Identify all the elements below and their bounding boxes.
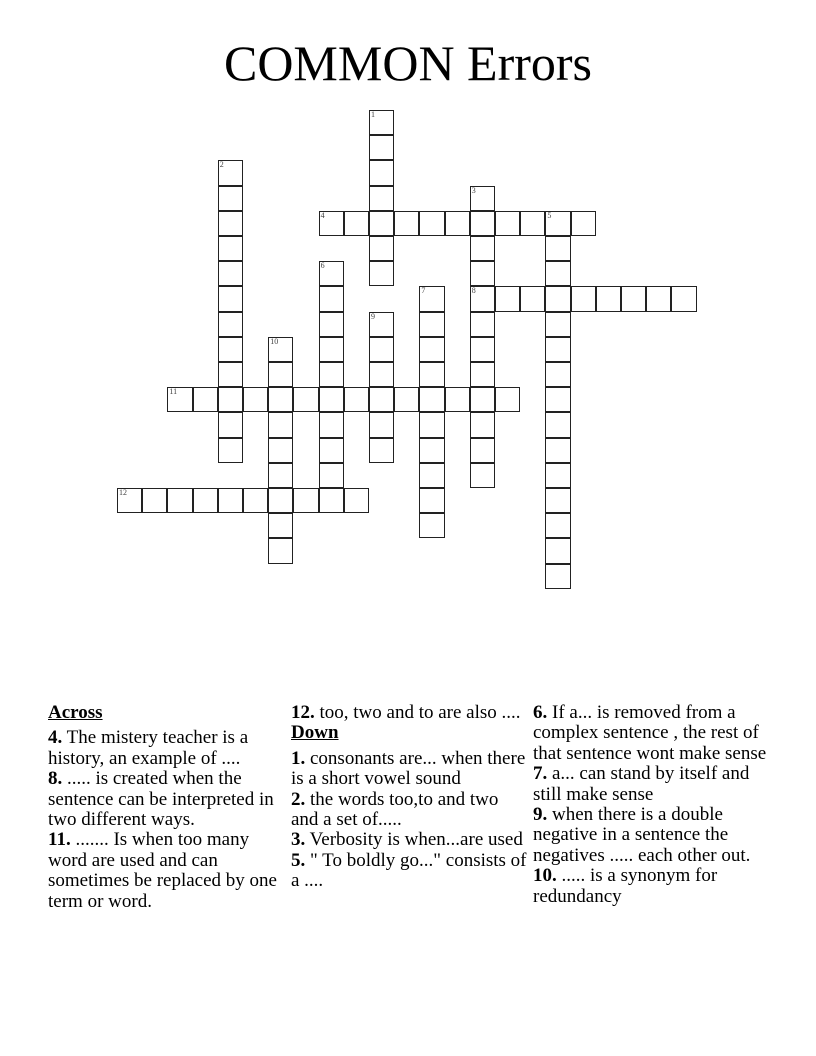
crossword-cell[interactable] [419,312,444,337]
clue-number: 3. [291,829,306,851]
clue-text: " To boldly go..." consists of a .... [291,849,527,892]
crossword-cell[interactable] [268,538,293,563]
crossword-cell[interactable] [243,488,268,513]
crossword-cell[interactable] [319,362,344,387]
crossword-cell[interactable] [344,211,369,236]
crossword-cell[interactable] [470,337,495,362]
crossword-cell[interactable] [520,286,545,311]
crossword-cell[interactable] [293,488,318,513]
crossword-cell[interactable] [419,362,444,387]
clue-down-3 [291,830,527,850]
crossword-cell[interactable] [419,488,444,513]
crossword-cell[interactable] [470,387,495,412]
crossword-cell[interactable] [293,387,318,412]
crossword-cell[interactable] [218,261,243,286]
clue-across-11 [48,830,284,912]
crossword-cell[interactable] [470,261,495,286]
crossword-cell[interactable] [117,488,142,513]
clue-text: ..... is created when the sentence can be interpreted in two different ways. [48,768,274,831]
crossword-cell[interactable] [142,488,167,513]
crossword-cell[interactable] [218,211,243,236]
crossword-cell[interactable] [419,286,444,311]
clue-number: 1. [291,747,306,769]
crossword-cell[interactable] [218,160,243,185]
crossword-cell[interactable] [218,387,243,412]
clues-column-1 [48,703,284,912]
clue-number: 10. [533,865,557,887]
crossword-cell[interactable] [268,412,293,437]
crossword-cell[interactable] [545,362,570,387]
crossword-cell[interactable] [319,211,344,236]
crossword-cell[interactable] [218,186,243,211]
clue-down-5 [291,851,527,892]
crossword-cell[interactable] [470,412,495,437]
crossword-cell[interactable] [470,236,495,261]
crossword-cell[interactable] [319,438,344,463]
crossword-cell[interactable] [268,513,293,538]
clue-text: Verbosity is when...are used [305,829,523,851]
page-title: COMMON Errors [223,35,593,91]
down-heading: Down [291,722,339,744]
crossword-cell[interactable] [218,312,243,337]
cell-number: 5 [547,210,552,220]
crossword-cell[interactable] [470,286,495,311]
clue-number: 2. [291,788,306,810]
clue-text: the words too,to and two and a set of..... [291,788,499,831]
crossword-cell[interactable] [218,236,243,261]
crossword-cell[interactable] [369,412,394,437]
crossword-cell[interactable] [218,488,243,513]
clue-text: when there is a double negative in a sentence the negatives ..... each other out. [533,804,751,866]
crossword-cell[interactable] [344,387,369,412]
cell-number: 8 [471,286,476,296]
crossword-cell[interactable] [319,412,344,437]
cell-number: 6 [320,261,325,271]
clue-across-4 [48,728,284,769]
crossword-cell[interactable] [218,412,243,437]
clue-down-1 [291,749,527,790]
crossword-cell[interactable] [193,387,218,412]
crossword-cell[interactable] [319,286,344,311]
crossword-cell[interactable] [243,387,268,412]
cell-number: 4 [320,210,325,220]
crossword-cell[interactable] [167,387,192,412]
crossword-cell[interactable] [419,463,444,488]
clue-number: 11. [48,829,71,851]
crossword-cell[interactable] [369,387,394,412]
crossword-cell[interactable] [545,211,570,236]
clue-text: too, two and to are also .... [314,702,521,723]
crossword-cell[interactable] [445,387,470,412]
crossword-cell[interactable] [369,362,394,387]
clue-down-10 [533,866,769,907]
crossword-cell[interactable] [621,286,646,311]
crossword-cell[interactable] [545,387,570,412]
crossword-cell[interactable] [369,211,394,236]
crossword-cell[interactable] [545,412,570,437]
crossword-cell[interactable] [369,110,394,135]
crossword-cell[interactable] [394,387,419,412]
clue-text: ..... is a synonym for redundancy [533,865,718,907]
crossword-cell[interactable] [545,337,570,362]
crossword-cell[interactable] [545,513,570,538]
crossword-cell[interactable] [671,286,696,311]
clues-column-2 [291,703,527,892]
crossword-cell[interactable] [470,463,495,488]
crossword-cell[interactable] [319,463,344,488]
crossword-cell[interactable] [470,438,495,463]
crossword-cell[interactable] [369,135,394,160]
crossword-cell[interactable] [545,488,570,513]
cell-number: 12 [119,488,127,497]
clue-text: a... can stand by itself and still make sense [533,763,750,805]
crossword-cell[interactable] [545,538,570,563]
cell-number: 11 [169,387,178,397]
clue-across-12 [291,703,527,723]
crossword-cell[interactable] [319,337,344,362]
cell-number: 7 [421,286,426,296]
crossword-cell[interactable] [520,211,545,236]
crossword-cell[interactable] [419,337,444,362]
cell-number: 3 [471,185,476,195]
crossword-cell[interactable] [419,387,444,412]
crossword-cell[interactable] [369,236,394,261]
crossword-cell[interactable] [369,261,394,286]
crossword-cell[interactable] [495,211,520,236]
crossword-cell[interactable] [268,362,293,387]
crossword-cell[interactable] [218,286,243,311]
clue-text: ....... Is when too many word are used and can sometimes be replaced by one term or word. [48,829,277,912]
crossword-cell[interactable] [344,488,369,513]
crossword-cell[interactable] [545,564,570,589]
cell-number: 1 [371,110,375,119]
cell-number: 9 [371,311,375,321]
crossword-cell[interactable] [495,387,520,412]
crossword-cell[interactable] [319,261,344,286]
crossword-cell[interactable] [545,261,570,286]
crossword-cell[interactable] [369,312,394,337]
crossword-cell[interactable] [369,438,394,463]
clue-text: If a... is removed from a complex sentence , the rest of that sentence wont make sense [533,702,767,764]
clue-number: 5. [291,849,306,871]
crossword-cell[interactable] [545,236,570,261]
crossword-cell[interactable] [167,488,192,513]
crossword-cell[interactable] [495,286,520,311]
crossword-cell[interactable] [470,312,495,337]
clue-number: 7. [533,763,548,785]
clue-down-6 [533,703,769,764]
crossword-cell[interactable] [218,362,243,387]
clue-down-7 [533,764,769,805]
crossword-cell[interactable] [319,488,344,513]
clues-column-3 [533,703,769,907]
crossword-cell[interactable] [571,211,596,236]
crossword-cell[interactable] [369,160,394,185]
crossword-cell[interactable] [470,362,495,387]
crossword-cell[interactable] [545,463,570,488]
crossword-cell[interactable] [268,488,293,513]
cell-number: 2 [219,160,224,170]
clue-number: 4. [48,727,63,749]
clue-number: 8. [48,768,63,790]
clue-text: The mistery teacher is a history, an example of .... [48,727,249,769]
crossword-cell[interactable] [369,186,394,211]
cell-number: 10 [270,336,279,346]
crossword-cell[interactable] [394,211,419,236]
crossword-cell[interactable] [445,211,470,236]
crossword-cell[interactable] [470,186,495,211]
crossword-cell[interactable] [268,387,293,412]
clue-across-8 [48,769,284,830]
crossword-cell[interactable] [419,211,444,236]
crossword-cell[interactable] [646,286,671,311]
crossword-cell[interactable] [571,286,596,311]
crossword-cell[interactable] [596,286,621,311]
crossword-cell[interactable] [218,438,243,463]
clue-down-2 [291,790,527,831]
crossword-cell[interactable] [419,513,444,538]
clue-number: 12. [291,702,315,723]
crossword-cell[interactable] [319,312,344,337]
crossword-cell[interactable] [545,438,570,463]
clue-number: 9. [533,804,548,826]
clue-number: 6. [533,702,548,723]
crossword-cell[interactable] [545,286,570,311]
crossword-cell[interactable] [268,463,293,488]
clue-text: consonants are... when there is a short vowel sound [291,747,526,790]
crossword-cell[interactable] [268,438,293,463]
crossword-cell[interactable] [419,438,444,463]
crossword-cell[interactable] [545,312,570,337]
crossword-cell[interactable] [369,337,394,362]
crossword-cell[interactable] [268,337,293,362]
across-heading: Across [48,702,103,723]
clue-down-9 [533,805,769,866]
crossword-cell[interactable] [218,337,243,362]
crossword-cell[interactable] [419,412,444,437]
crossword-cell[interactable] [470,211,495,236]
crossword-cell[interactable] [319,387,344,412]
crossword-cell[interactable] [193,488,218,513]
